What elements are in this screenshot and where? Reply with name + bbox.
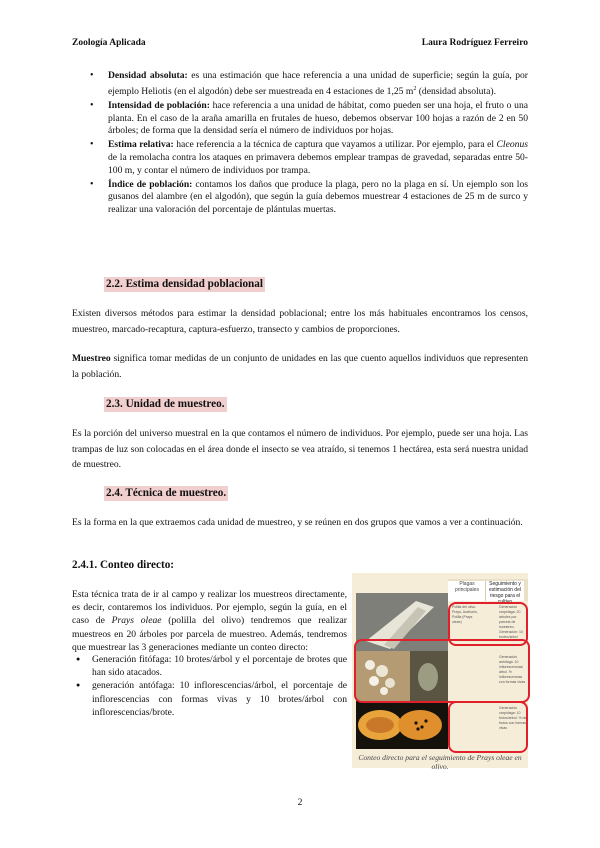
figure-caption: Conteo directo para el seguimiento de Prays oleae en olivo.: [358, 753, 522, 771]
column-header-seguimiento: Seguimiento y estimación del riesgo para el cultivo: [485, 581, 524, 601]
term-estima-relativa: Estima relativa:: [108, 139, 174, 151]
paragraph: Esta técnica trata de ir al campo y realizar los muestreos directamente, es decir, contaremos los individuos. Por ejemplo, según la guía, en el caso de Prays oleae (polilla del olivo) tendremos que realizar muestreos en 20 árboles por parcela de muestreo. Además, tendremos que muestrear las 3 generaciones mediante un conteo directo:: [72, 589, 347, 653]
section-heading-2-3: 2.3. Unidad de muestreo.: [106, 398, 225, 410]
list-item: • Intensidad de población: hace referencia a una unidad de hábitat, como pueden ser una hoja, el fruto o una planta. En el caso de la araña amarilla en frutales de hueso, debemos observar 100 hojas a razón de 2 en 50 árboles; de forma que la densidad sería el número de individuos por hojas.: [72, 100, 528, 138]
paragraph: Es la forma en la que extraemos cada unidad de muestreo, y se reúnen en dos grupos que vamos a ver a continuación.: [72, 517, 523, 528]
highlight-box-middle: [354, 639, 530, 703]
term-intensidad: Intensidad de población:: [108, 99, 210, 111]
list-item: • Densidad absoluta: es una estimación que hace referencia a una unidad de superficie; según la guía, por ejemplo Heliotis (en el algodón) debe ser muestreada en 4 estaciones de 1,25 $m^2$ (densidad absoluta).: [72, 70, 528, 99]
definition-list: [72, 70, 528, 218]
list-item: • Índice de población: contamos los daños que produce la plaga, pero no la plaga en sí. Un ejemplo son los gusanos del alambre (en el algodón), que según la guía debemos muestrear 4 estaciones de 25 m de surco y realizar una valoración del porcentaje de plántulas muertas.: [72, 179, 528, 217]
header-left: Zoología Aplicada: [72, 38, 146, 48]
term-densidad-absoluta: Densidad absoluta:: [108, 70, 188, 81]
seguimiento-text-3: Generación carpófaga: 10 frutos/árbol. % de frutos con formas vivas: [499, 706, 527, 730]
section-heading-2-2: 2.2. Estima densidad poblacional: [106, 278, 263, 290]
header-right: Laura Rodríguez Ferreiro: [421, 38, 528, 48]
term-indice: Índice de población:: [108, 178, 193, 190]
list-item: ● generación antófaga: 10 inflorescencias/árbol, el porcentaje de inflorescencias con formas vivas y 10 brotes/árbol con inflorescencias/brote.: [72, 679, 347, 719]
paragraph: Es la porción del universo muestral en la que contamos el número de individuos. Por ejemplo, puede ser una hoja. Las trampas de luz son colocadas en el área donde el insecto se vea atraído, si tenemos 1 hectárea, esta será nuestra unidad de muestreo.: [72, 428, 528, 470]
seguimiento-text-2: Generación antófaga: 10 inflorescencias/árbol. % inflorescencias con formas vivas: [499, 655, 526, 684]
page-number: 2: [297, 797, 303, 808]
generation-list: [72, 653, 347, 719]
section-heading-2-4-1: 2.4.1. Conteo directo:: [72, 559, 175, 571]
plaga-text: Polilla del olivo. Prays, Arañuelo, Polilla (Prays oleae): [452, 605, 478, 624]
list-item: ● Generación fitófaga: 10 brotes/árbol y el porcentaje de brotes que han sido atacados.: [72, 653, 347, 679]
list-item: • Estima relativa: hace referencia a la técnica de captura que vayamos a utilizar. Por ejemplo, para el Cleonus de la remolacha contra los ataques en primavera debemos emplear trampas de gravedad, separadas entre 50-100 m, y contar el número de individuos por trampa.: [72, 139, 528, 177]
paragraph: Muestreo significa tomar medidas de un conjunto de unidades en las que cuento aquellos individuos que representen la población.: [72, 353, 528, 380]
fruit-photo: [356, 701, 448, 749]
figure-prays-oleae: [352, 573, 528, 771]
fruit-icon: [356, 701, 448, 749]
section-heading-2-4: 2.4. Técnica de muestreo.: [106, 487, 227, 499]
highlight-box-bottom: [448, 701, 528, 753]
seguimiento-text-1: Generación carpófaga: 20 árboles por parcela de muestreo. Generación: 10 brotes/árbol: [499, 605, 523, 639]
paragraph: Existen diversos métodos para estimar la densidad poblacional; entre los más habituales encontramos los censos, muestreo, marcado-recaptura, captura-esfuerzo, transecto y cambios de proporciones.: [72, 308, 528, 335]
column-header-plagas: Plagas principales: [448, 581, 486, 601]
